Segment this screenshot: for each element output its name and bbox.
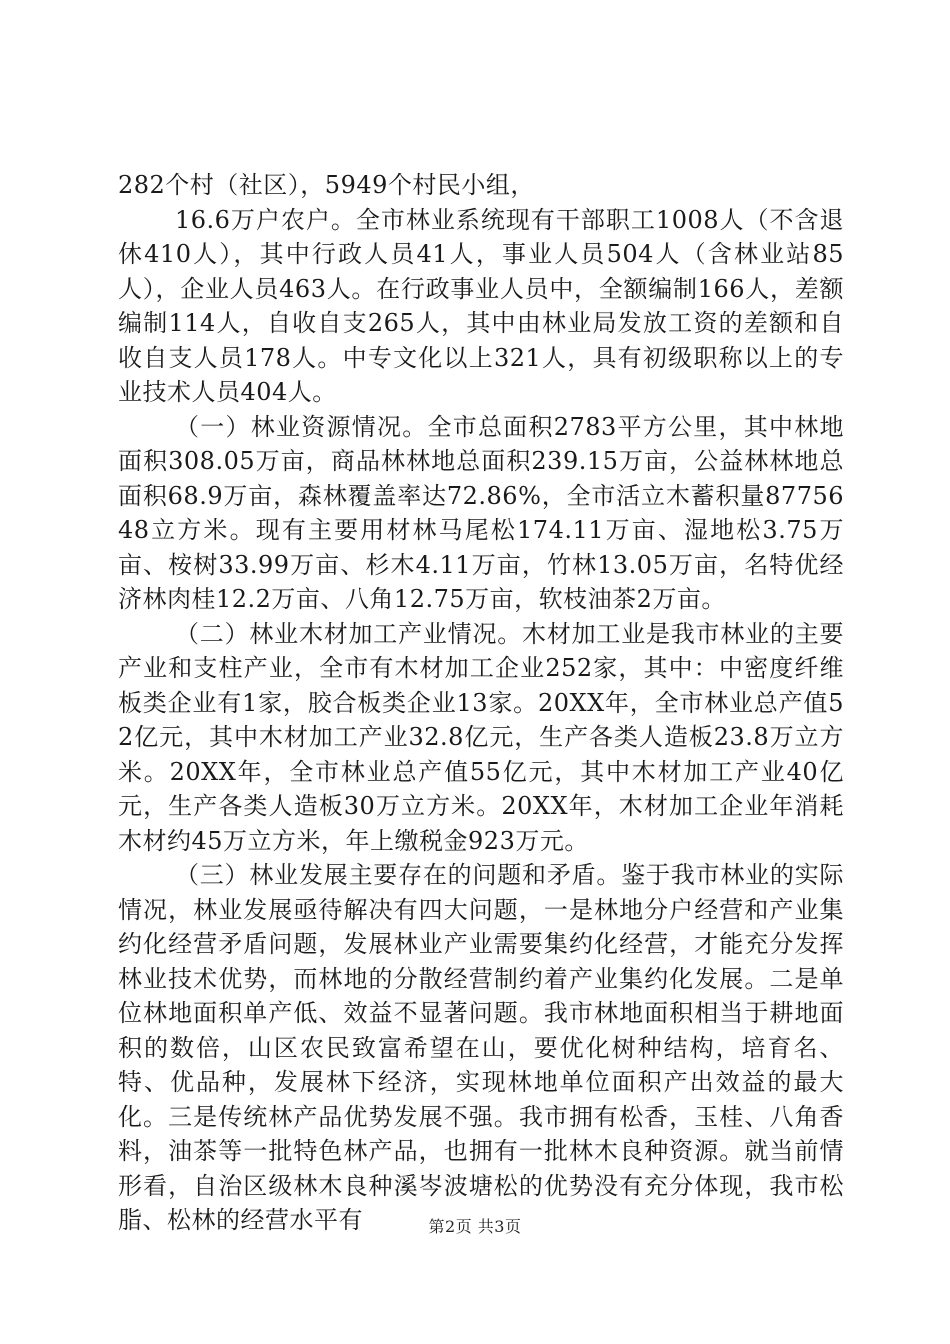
paragraph-continuation: 282个村（社区），5949个村民小组， bbox=[118, 171, 535, 199]
paragraph-forest-resources: （一）林业资源情况。全市总面积2783平方公里，其中林地面积308.05万亩，商品林林地总面积239.15万亩，公益林林地总面积68.9万亩，森林覆盖率达72.86%，全市活立木蓄积量8775648立方米。现有主要用材林马尾松174.11万亩、湿地松3.75万亩、桉树33.99万亩、杉木4.11万亩，竹林13.05万亩，名特优经济林肉桂12.2万亩、八角12.75万亩，软枝油茶2万亩。 bbox=[118, 412, 844, 613]
paragraph-problems: （三）林业发展主要存在的问题和矛盾。鉴于我市林业的实际情况，林业发展亟待解决有四大问题，一是林地分户经营和产业集约化经营矛盾问题，发展林业产业需要集约化经营，才能充分发挥林业技术优势，而林地的分散经营制约着产业集约化发展。二是单位林地面积单产低、效益不显著问题。我市林地面积相当于耕地面积的数倍，山区农民致富希望在山，要优化树种结构，培育名、特、优品种，发展林下经济，实现林地单位面积产出效益的最大化。三是传统林产品优势发展不强。我市拥有松香，玉桂、八角香料，油茶等一批特色林产品，也拥有一批林木良种资源。就当前情形看，自治区级林木良种溪岑波塘松的优势没有充分体现，我市松脂、松林的经营水平有 bbox=[118, 861, 844, 1234]
page-footer: 第2页 共3页 bbox=[428, 1217, 522, 1236]
document-body bbox=[118, 168, 844, 1238]
paragraph-wood-processing: （二）林业木材加工产业情况。木材加工业是我市林业的主要产业和支柱产业，全市有木材加工企业252家，其中：中密度纤维板类企业有1家，胶合板类企业13家。20XX年，全市林业总产值52亿元，其中木材加工产业32.8亿元，生产各类人造板23.8万立方米。20XX年，全市林业总产值55亿元，其中木材加工产业40亿元，生产各类人造板30万立方米。20XX年，木材加工企业年消耗木材约45万立方米，年上缴税金923万元。 bbox=[118, 619, 844, 855]
paragraph-staff: 16.6万户农户。全市林业系统现有干部职工1008人（不含退休410人），其中行政人员41人，事业人员504人（含林业站85人），企业人员463人。在行政事业人员中，全额编制166人，差额编制114人，自收自支265人，其中由林业局发放工资的差额和自收自支人员178人。中专文化以上321人，具有初级职称以上的专业技术人员404人。 bbox=[118, 205, 844, 406]
